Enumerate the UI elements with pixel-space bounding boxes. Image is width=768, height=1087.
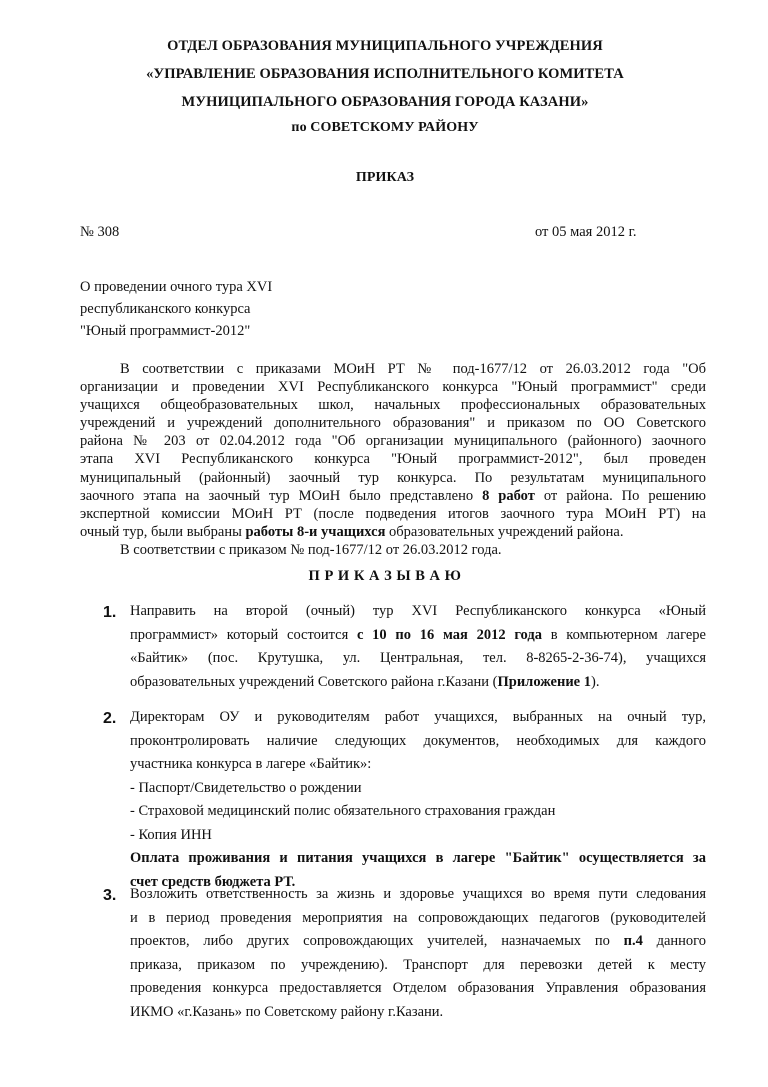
preamble-line: В соответствии с приказом № под-1677/12 от 26.03.2012 года. xyxy=(120,541,502,558)
header-line-4: по СОВЕТСКОМУ РАЙОНУ xyxy=(291,120,479,135)
appendix-ref: Приложение 1 xyxy=(497,673,591,690)
preamble-line: организации и проведении XVI Республиканского конкурса "Юный программист" среди xyxy=(80,379,706,396)
document-list-item: - Паспорт/Свидетельство о рождении xyxy=(130,779,362,796)
payment-note: счет средств бюджета РТ. xyxy=(130,873,296,890)
item-line: Направить на второй (очный) тур XVI Республиканского конкурса «Юный xyxy=(130,603,706,619)
document-list-item: - Страховой медицинский полис обязательного страхования граждан xyxy=(130,803,556,819)
item-line: «Байтик» (пос. Крутушка, ул. Центральная, тел. 8-8265-2-36-74), учащихся xyxy=(130,650,706,666)
item-line: проведения конкурса предоставляется Отделом образования Управления образования xyxy=(130,980,706,996)
item-line: Возложить ответственность за жизнь и здоровье учащихся во время пути следования xyxy=(130,886,706,902)
payment-note: Оплата проживания и питания учащихся в лагере "Байтик" осуществляется за xyxy=(130,850,706,866)
order-date: от 05 мая 2012 г. xyxy=(535,224,637,240)
preamble-line: очный тур, были выбраны работы 8-и учащихся образовательных учреждений района. xyxy=(80,523,624,540)
item-line: приказа, приказом по учреждению). Транспорт для перевозки детей к месту xyxy=(130,956,706,973)
item-line: проконтролировать наличие следующих документов, необходимых для каждого xyxy=(130,732,706,749)
item-number: 1. xyxy=(103,604,117,621)
item-number: 3. xyxy=(103,887,117,904)
preamble-line: учащихся общеобразовательных школ, начальных профессиональных образовательных xyxy=(80,397,706,414)
order-heading: П Р И К А З Ы В А Ю xyxy=(308,568,462,584)
document-type-title: ПРИКАЗ xyxy=(355,170,415,185)
preamble-line: заочного этапа на заочный тур МОиН было представлено 8 работ от района. По решению xyxy=(80,487,706,504)
camp-dates: с 10 по 16 мая 2012 года xyxy=(357,626,542,643)
item-line: проектов, либо других сопровождающих учителей, назначаемых по п.4 данного xyxy=(130,933,706,949)
item-line: образовательных учреждений Советского района г.Казани (Приложение 1). xyxy=(130,673,600,690)
preamble-line: учреждений и учреждений дополнительного образования" и приказом по ОО Советского xyxy=(80,415,706,432)
preamble-line: района № 203 от 02.04.2012 года "Об организации муниципального (районного) заочного xyxy=(80,433,706,450)
header-line-3: МУНИЦИПАЛЬНОГО ОБРАЗОВАНИЯ ГОРОДА КАЗАНИ» xyxy=(181,94,589,110)
order-item-1 xyxy=(130,600,706,694)
item-line: и в период проведения мероприятия на сопровождающих педагогов (руководителей xyxy=(130,909,706,926)
item-line: Директорам ОУ и руководителям работ учащихся, выбранных на очный тур, xyxy=(130,709,706,725)
item-line: ИКМО «г.Казань» по Советскому району г.Казани. xyxy=(130,1003,444,1020)
selected-works: работы 8-и учащихся xyxy=(245,523,386,540)
subject-line-2: республиканского конкурса xyxy=(80,301,251,317)
header-line-1: ОТДЕЛ ОБРАЗОВАНИЯ МУНИЦИПАЛЬНОГО УЧРЕЖДЕНИЯ xyxy=(167,38,603,54)
order-number: № 308 xyxy=(80,224,120,240)
subject-line-1: О проведении очного тура XVI xyxy=(80,279,273,295)
header-line-2: «УПРАВЛЕНИЕ ОБРАЗОВАНИЯ ИСПОЛНИТЕЛЬНОГО КОМИТЕТА xyxy=(146,66,624,82)
order-item-2 xyxy=(130,706,706,894)
works-count: 8 работ xyxy=(482,487,535,504)
preamble-line: экспертной комиссии МОиН РТ (после подведения итогов заочного тура МОиН РТ) на xyxy=(80,505,706,522)
item-line: программист» который состоится с 10 по 16 мая 2012 года в компьютерном лагере xyxy=(130,626,706,643)
subject-line-3: "Юный программист-2012" xyxy=(80,323,251,339)
document-list-item: - Копия ИНН xyxy=(130,826,212,843)
preamble-line: муниципальный (районный) заочный тур конкурса. По результатам муниципального xyxy=(80,469,706,486)
preamble-paragraph xyxy=(80,360,706,559)
order-item-3 xyxy=(130,883,706,1024)
item-line: участника конкурса в лагере «Байтик»: xyxy=(130,756,372,772)
preamble-line: В соответствии с приказами МОиН РТ № под-1677/12 от 26.03.2012 года "Об xyxy=(120,361,706,377)
item-number: 2. xyxy=(103,710,117,727)
clause-ref: п.4 xyxy=(623,933,643,949)
preamble-line: этапа XVI Республиканского конкурса "Юный программист-2012", был проведен xyxy=(80,451,706,468)
